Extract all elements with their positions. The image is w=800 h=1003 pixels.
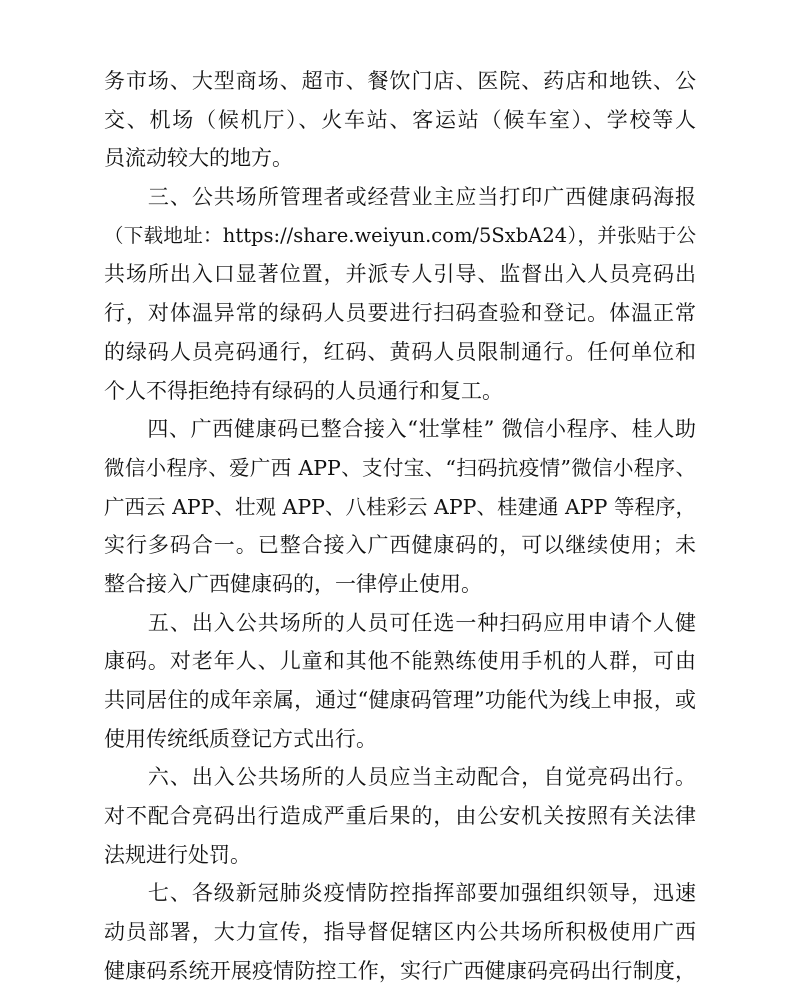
text-line: 使用传统纸质登记方式出行。 bbox=[104, 726, 377, 751]
text-line: 四、广西健康码已整合接入“壮掌桂” 微信小程序、桂人助 bbox=[104, 417, 696, 442]
text-line: 七、各级新冠肺炎疫情防控指挥部要加强组织领导，迅速 bbox=[104, 881, 696, 906]
text-line: 五、出入公共场所的人员可任选一种扫码应用申请个人健 bbox=[104, 610, 696, 635]
text-line: 交、机场（候机厅）、火车站、客运站（候车室）、学校等人 bbox=[104, 107, 696, 132]
text-line: 员流动较大的地方。 bbox=[104, 146, 293, 171]
text-line: 动员部署，大力宣传，指导督促辖区内公共场所积极使用广西 bbox=[104, 920, 696, 945]
text-line: 的绿码人员亮码通行，红码、黄码人员限制通行。任何单位和 bbox=[104, 339, 696, 364]
document-page bbox=[104, 62, 696, 991]
text-line: 法规进行处罚。 bbox=[104, 842, 251, 867]
text-line: 三、公共场所管理者或经营业主应当打印广西健康码海报 bbox=[104, 185, 696, 210]
text-line: 对不配合亮码出行造成严重后果的，由公安机关按照有关法律 bbox=[104, 804, 696, 829]
text-line: 个人不得拒绝持有绿码的人员通行和复工。 bbox=[104, 378, 503, 403]
text-line: 健康码系统开展疫情防控工作，实行广西健康码亮码出行制度， bbox=[104, 958, 696, 983]
text-line: 整合接入广西健康码的，一律停止使用。 bbox=[104, 571, 482, 596]
text-line: 六、出入公共场所的人员应当主动配合，自觉亮码出行。 bbox=[104, 765, 696, 790]
text-line: 康码。对老年人、儿童和其他不能熟练使用手机的人群，可由 bbox=[104, 649, 696, 674]
text-line: 行，对体温异常的绿码人员要进行扫码查验和登记。体温正常 bbox=[104, 301, 696, 326]
text-line: 共场所出入口显著位置，并派专人引导、监督出入人员亮码出 bbox=[104, 262, 696, 287]
text-line: 广西云 APP、壮观 APP、八桂彩云 APP、桂建通 APP 等程序， bbox=[104, 494, 696, 519]
text-line: 共同居住的成年亲属，通过“健康码管理”功能代为线上申报，或 bbox=[104, 688, 696, 712]
text-line: 实行多码合一。已整合接入广西健康码的，可以继续使用；未 bbox=[104, 533, 696, 558]
text-line: 务市场、大型商场、超市、餐饮门店、医院、药店和地铁、公 bbox=[104, 69, 696, 93]
text-line: 微信小程序、爱广西 APP、支付宝、“扫码抗疫情”微信小程序、 bbox=[104, 455, 696, 480]
text-line: （下载地址：https://share.weiyun.com/5SxbA24），并张贴于公 bbox=[104, 223, 696, 247]
